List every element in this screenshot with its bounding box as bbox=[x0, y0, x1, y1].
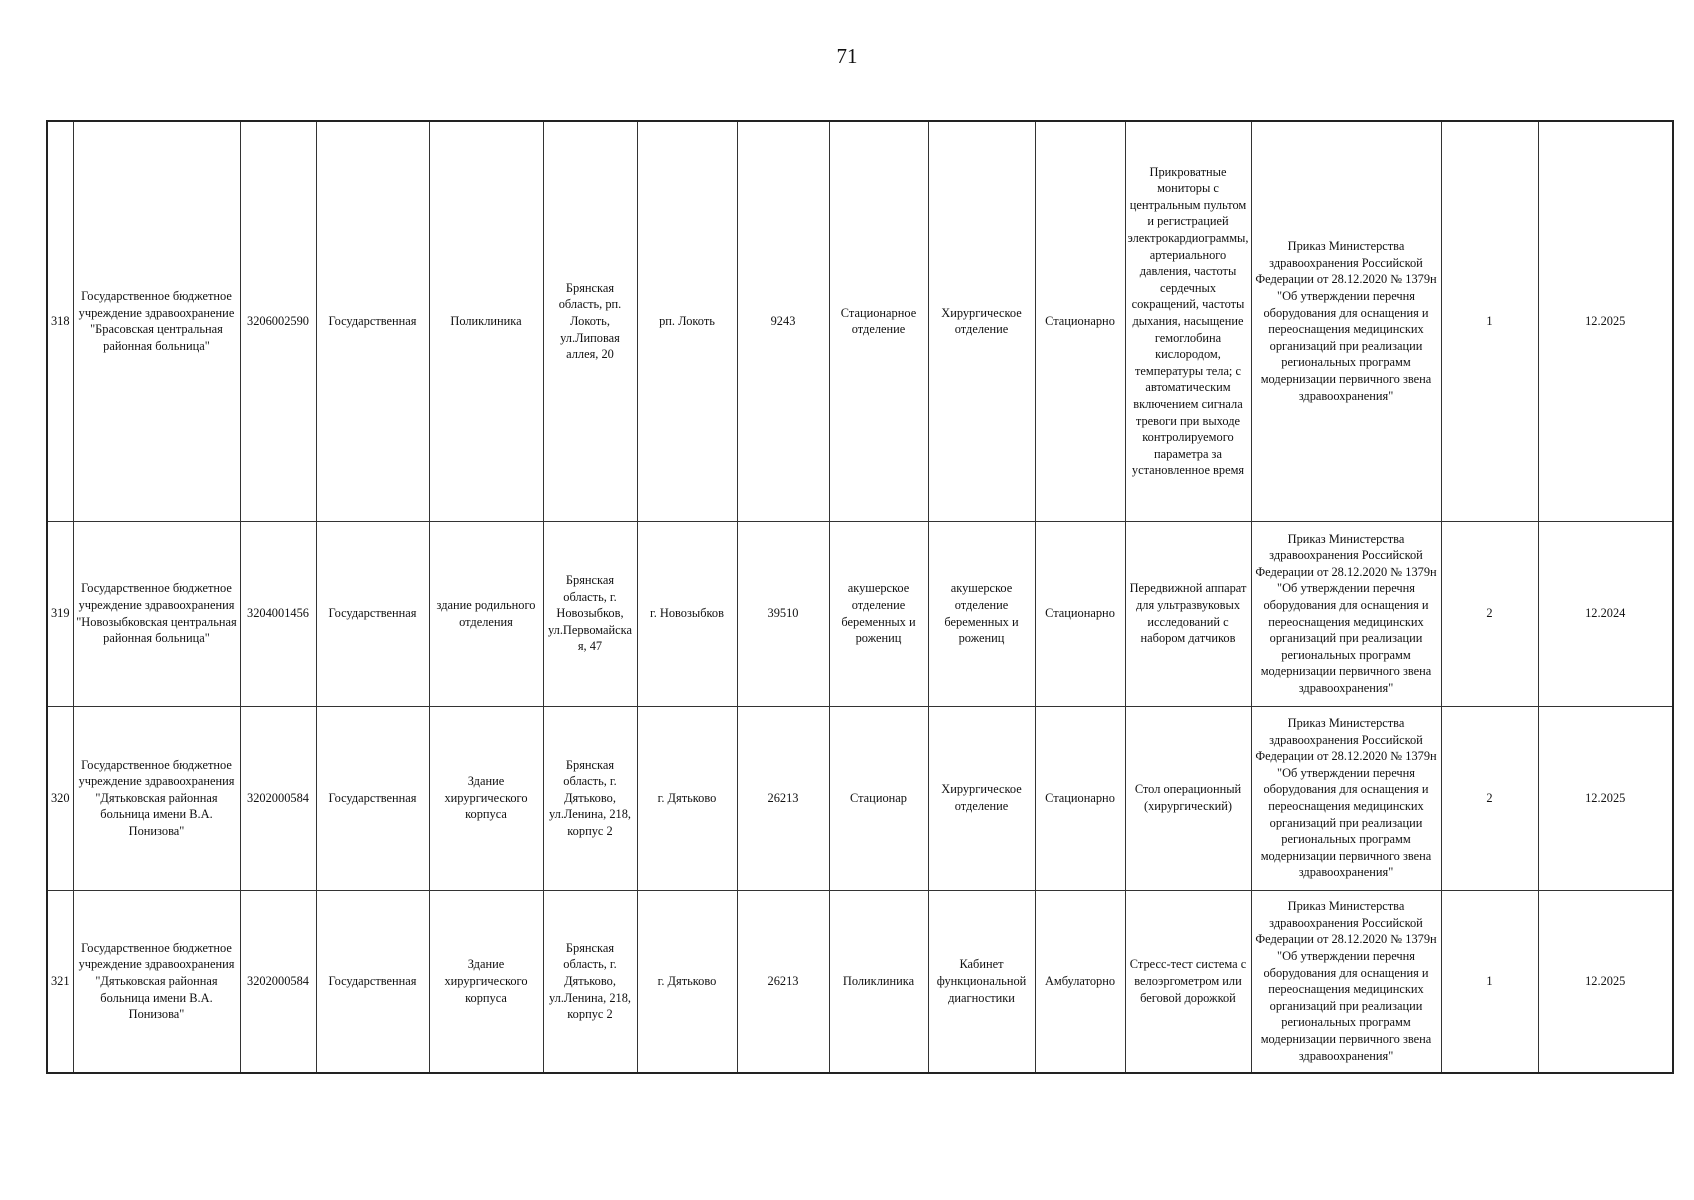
division: Стационарное отделение bbox=[829, 121, 928, 521]
department: акушерское отделение беременных и рожениц bbox=[928, 521, 1035, 706]
institution-name: Государственное бюджетное учреждение здравоохранения "Новозыбковская центральная районная больница" bbox=[73, 521, 240, 706]
settlement: г. Дятьково bbox=[637, 890, 737, 1073]
inn-code: 3206002590 bbox=[240, 121, 316, 521]
division: Стационар bbox=[829, 706, 928, 890]
address: Брянская область, г. Новозыбков, ул.Первомайская, 47 bbox=[543, 521, 637, 706]
row-number: 318 bbox=[47, 121, 73, 521]
institution-name: Государственное бюджетное учреждение здравоохранения "Дятьковская районная больница имени В.А. Понизова" bbox=[73, 890, 240, 1073]
delivery-date: 12.2025 bbox=[1538, 890, 1673, 1073]
address: Брянская область, рп. Локоть, ул.Липовая аллея, 20 bbox=[543, 121, 637, 521]
regulation-reference: Приказ Министерства здравоохранения Российской Федерации от 28.12.2020 № 1379н "Об утверждении перечня оборудования для оснащения и переоснащения медицинских организаций при реализации региональных программ модернизации первичного звена здравоохранения" bbox=[1251, 521, 1441, 706]
table-row bbox=[47, 706, 1673, 890]
inn-code: 3202000584 bbox=[240, 706, 316, 890]
row-number: 321 bbox=[47, 890, 73, 1073]
page-number: 71 bbox=[836, 44, 858, 68]
building-name: Здание хирургического корпуса bbox=[429, 890, 543, 1073]
inn-code: 3204001456 bbox=[240, 521, 316, 706]
population: 26213 bbox=[737, 706, 829, 890]
regulation-reference: Приказ Министерства здравоохранения Российской Федерации от 28.12.2020 № 1379н "Об утверждении перечня оборудования для оснащения и переоснащения медицинских организаций при реализации региональных программ модернизации первичного звена здравоохранения" bbox=[1251, 890, 1441, 1073]
inn-code: 3202000584 bbox=[240, 890, 316, 1073]
regulation-reference: Приказ Министерства здравоохранения Российской Федерации от 28.12.2020 № 1379н "Об утверждении перечня оборудования для оснащения и переоснащения медицинских организаций при реализации региональных программ модернизации первичного звена здравоохранения" bbox=[1251, 706, 1441, 890]
institution-name: Государственное бюджетное учреждение здравоохранения "Дятьковская районная больница имени В.А. Понизова" bbox=[73, 706, 240, 890]
care-form: Стационарно bbox=[1035, 521, 1125, 706]
building-name: здание родильного отделения bbox=[429, 521, 543, 706]
quantity: 2 bbox=[1441, 521, 1538, 706]
quantity: 1 bbox=[1441, 121, 1538, 521]
care-form: Стационарно bbox=[1035, 121, 1125, 521]
ownership-type: Государственная bbox=[316, 121, 429, 521]
row-number: 319 bbox=[47, 521, 73, 706]
department: Кабинет функциональной диагностики bbox=[928, 890, 1035, 1073]
equipment-name: Стресс-тест система с велоэргометром или беговой дорожкой bbox=[1125, 890, 1251, 1073]
quantity: 2 bbox=[1441, 706, 1538, 890]
table-row bbox=[47, 890, 1673, 1073]
ownership-type: Государственная bbox=[316, 521, 429, 706]
care-form: Стационарно bbox=[1035, 706, 1125, 890]
ownership-type: Государственная bbox=[316, 706, 429, 890]
equipment-name: Передвижной аппарат для ультразвуковых исследований с набором датчиков bbox=[1125, 521, 1251, 706]
ownership-type: Государственная bbox=[316, 890, 429, 1073]
division: Поликлиника bbox=[829, 890, 928, 1073]
row-number: 320 bbox=[47, 706, 73, 890]
delivery-date: 12.2025 bbox=[1538, 706, 1673, 890]
care-form: Амбулаторно bbox=[1035, 890, 1125, 1073]
settlement: г. Дятьково bbox=[637, 706, 737, 890]
equipment-name: Прикроватные мониторы с центральным пультом и регистрацией электрокардиограммы, артериального давления, частоты сердечных сокращений, частоты дыхания, насыщение гемоглобина кислородом, температуры тела; с автоматическим включением сигнала тревоги при выходе контролируемого параметра за установленное время bbox=[1125, 121, 1251, 521]
settlement: рп. Локоть bbox=[637, 121, 737, 521]
regulation-reference: Приказ Министерства здравоохранения Российской Федерации от 28.12.2020 № 1379н "Об утверждении перечня оборудования для оснащения и переоснащения медицинских организаций при реализации региональных программ модернизации первичного звена здравоохранения" bbox=[1251, 121, 1441, 521]
division: акушерское отделение беременных и рожениц bbox=[829, 521, 928, 706]
institution-name: Государственное бюджетное учреждение здравоохранение "Брасовская центральная районная больница" bbox=[73, 121, 240, 521]
quantity: 1 bbox=[1441, 890, 1538, 1073]
equipment-name: Стол операционный (хирургический) bbox=[1125, 706, 1251, 890]
address: Брянская область, г. Дятьково, ул.Ленина, 218, корпус 2 bbox=[543, 706, 637, 890]
department: Хирургическое отделение bbox=[928, 121, 1035, 521]
delivery-date: 12.2025 bbox=[1538, 121, 1673, 521]
table-row bbox=[47, 521, 1673, 706]
address: Брянская область, г. Дятьково, ул.Ленина, 218, корпус 2 bbox=[543, 890, 637, 1073]
building-name: Здание хирургического корпуса bbox=[429, 706, 543, 890]
equipment-registry-table bbox=[46, 120, 1674, 1074]
settlement: г. Новозыбков bbox=[637, 521, 737, 706]
building-name: Поликлиника bbox=[429, 121, 543, 521]
table-row bbox=[47, 121, 1673, 521]
department: Хирургическое отделение bbox=[928, 706, 1035, 890]
population: 9243 bbox=[737, 121, 829, 521]
population: 26213 bbox=[737, 890, 829, 1073]
delivery-date: 12.2024 bbox=[1538, 521, 1673, 706]
population: 39510 bbox=[737, 521, 829, 706]
